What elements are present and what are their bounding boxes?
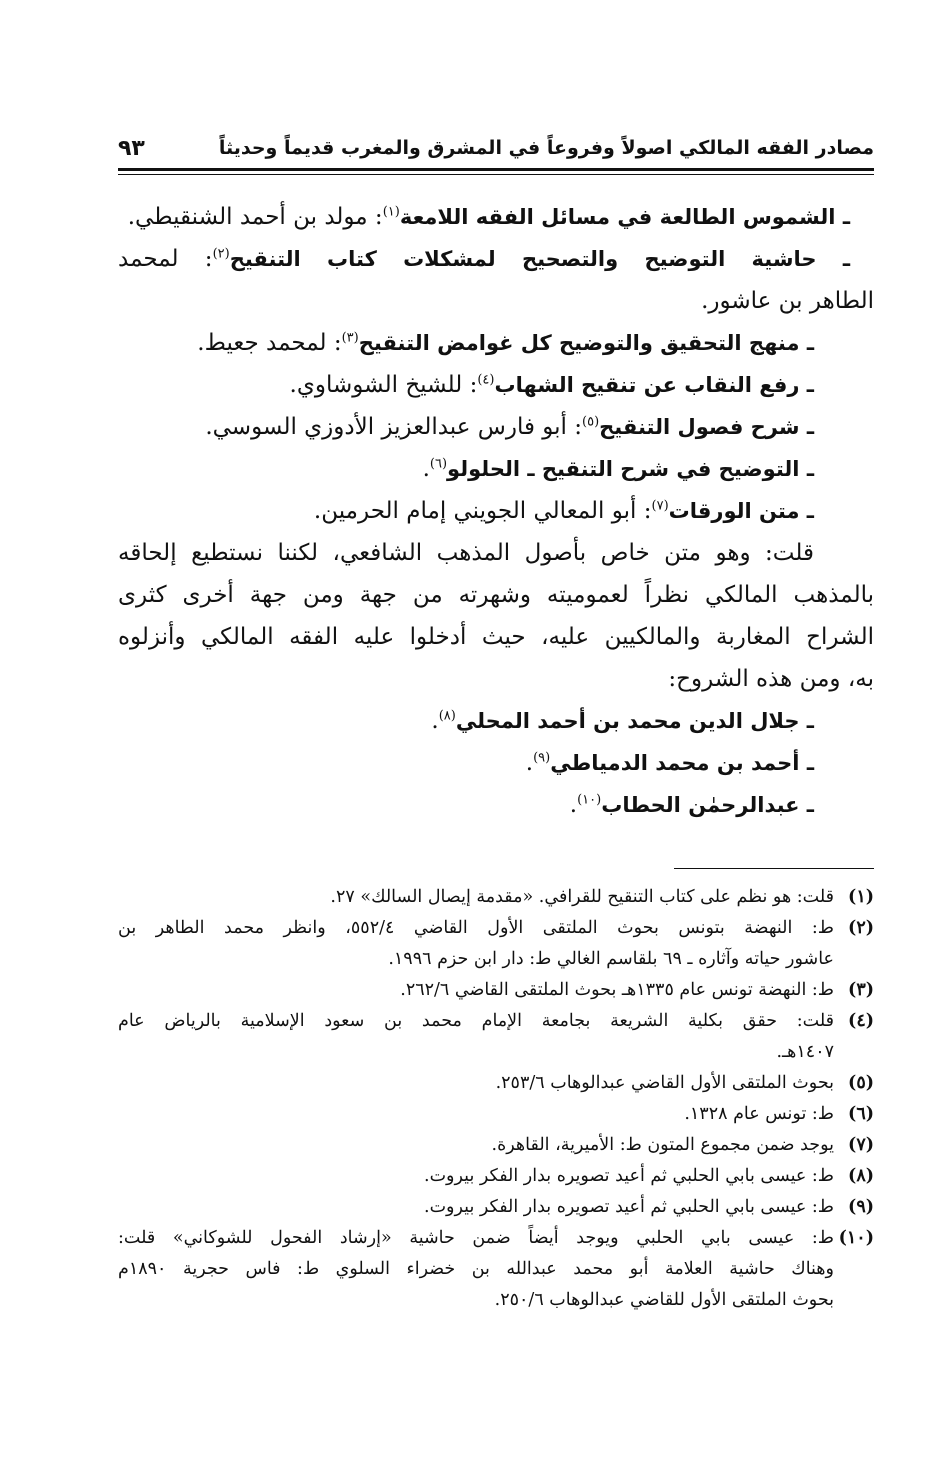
header-rule-thin <box>118 174 874 175</box>
book-author: أبو المعالي الجويني إمام الحرمين. <box>313 498 637 524</box>
page-header <box>118 128 874 168</box>
book-title: ـ متن الورقات <box>668 499 814 523</box>
footnote-number: (١٠) <box>838 1228 874 1248</box>
book-author: لمحمد <box>118 246 179 272</box>
paragraph-line: قلت: وهو متن خاص بأصول المذهب الشافعي، لكننا نستطيع إلحاقه <box>118 540 814 566</box>
footnote-text: قلت: هو نظم على كتاب التنقيح للقرافي. «مقدمة إيصال السالك» ٢٧. <box>330 887 834 907</box>
main-text <box>118 196 874 826</box>
footnote-number: (١) <box>848 887 874 907</box>
footnote-text: بحوث الملتقى الأول القاضي عبدالوهاب ٢٥٣/٦. <box>495 1073 834 1093</box>
footnote-text: وهناك حاشية العلامة أبو محمد عبدالله بن خضراء السلوي ط: فاس حجرية ١٨٩٠م <box>118 1259 834 1279</box>
footnote-number: (٦) <box>848 1104 874 1124</box>
footnote-number: (٥) <box>848 1073 874 1093</box>
footnote <box>118 1006 874 1068</box>
footnote <box>118 882 874 913</box>
footnote-number: (٣) <box>848 980 874 1000</box>
book-entry <box>118 196 874 238</box>
footnote-text: يوجد ضمن مجموع المتون ط: الأميرية، القاهرة. <box>491 1135 834 1155</box>
separator: : <box>566 414 583 440</box>
footnote-text: بحوث الملتقى الأول للقاضي عبدالوهاب ٢٥٠/٦. <box>494 1290 834 1310</box>
book-author: للشيخ الشوشاوي. <box>289 372 463 398</box>
footnote-ref: (١٠) <box>577 792 602 808</box>
footnote-text: ١٤٠٧هـ. <box>776 1042 834 1062</box>
footnote <box>118 1223 874 1316</box>
separator: : <box>636 498 652 524</box>
footnote <box>118 1192 874 1223</box>
separator: : <box>326 330 342 356</box>
page-number: ٩٣ <box>118 135 145 161</box>
footnote-number: (٩) <box>848 1197 874 1217</box>
footnote <box>118 1099 874 1130</box>
paragraph-line: به، ومن هذه الشروح: <box>668 666 874 692</box>
book-title: ـ الشموس الطالعة في مسائل الفقه اللامعة <box>399 205 850 229</box>
footnote-text: ط: النهضة بتونس بحوث الملتقى الأول القاضي ٥٥٢/٤، وانظر محمد الطاهر بن <box>118 918 834 938</box>
footnote <box>118 1130 874 1161</box>
footnote <box>118 913 874 975</box>
footnote-number: (٢) <box>848 918 874 938</box>
commentary-entry <box>118 784 874 826</box>
end-mark: . <box>431 708 439 734</box>
footnote-separator <box>674 868 874 869</box>
end-mark: . <box>127 204 136 230</box>
footnote-ref: (٤) <box>477 372 495 388</box>
footnote-number: (٤) <box>848 1011 874 1031</box>
footnote-ref: (٦) <box>429 456 448 472</box>
footnote-ref: (٥) <box>582 414 600 430</box>
footnote-ref: (١) <box>382 204 400 220</box>
footnote-ref: (٨) <box>438 708 456 724</box>
paragraph-line: الشراح المغاربة والمالكيين عليه، حيث أدخلوا عليه الفقه المالكي وأنزلوه <box>118 624 874 650</box>
end-mark: . <box>525 750 534 776</box>
book-entry <box>118 322 874 364</box>
footnote-number: (٨) <box>848 1166 874 1186</box>
footnote-ref: (٣) <box>341 330 359 346</box>
footnotes <box>118 882 874 1316</box>
book-entry <box>118 238 874 280</box>
footnote-ref: (٢) <box>212 246 230 262</box>
book-title: ـ التوضيح في شرح التنقيح ـ الحلولو <box>447 457 814 481</box>
paragraph-line: بالمذهب المالكي نظراً لعموميته وشهرته من جهة ومن جهة أخرى كثرى <box>118 582 874 608</box>
running-title: مصادر الفقه المالكي اصولاً وفروعاً في المشرق والمغرب قديماً وحديثاً <box>218 137 874 159</box>
footnote-text: عاشور حياته وآثاره ـ ٦٩ بلقاسم الغالي ط: دار ابن حزم ١٩٩٦. <box>388 949 834 969</box>
footnote-text: ط: عيسى بابي الحلبي ثم أعيد تصويره بدار الفكر بيروت. <box>424 1166 834 1186</box>
header-rule-thick <box>118 168 874 171</box>
footnote-text: ط: النهضة تونس عام ١٣٣٥هـ بحوث الملتقى القاضي ٢٦٢/٦. <box>400 980 834 1000</box>
commentator-name: ـ أحمد بن محمد الدمياطي <box>550 751 814 775</box>
footnote-ref: (٧) <box>651 498 669 514</box>
end-mark: . <box>569 792 578 818</box>
footnote-text: ط: عيسى بابي الحلبي ويوجد أيضاً ضمن حاشية «إرشاد الفحول للشوكاني» قلت: <box>118 1228 834 1248</box>
book-author: أبو فارس عبدالعزيز الأدوزي السوسي. <box>205 414 567 440</box>
commentator-name: ـ عبدالرحمٰن الحطاب <box>601 793 814 817</box>
footnote-text: قلت: حقق بكلية الشريعة بجامعة الإمام محمد بن سعود الإسلامية بالرياض عام <box>118 1011 834 1031</box>
book-entry <box>118 364 874 406</box>
book-title: ـ رفع النقاب عن تنقيح الشهاب <box>494 373 814 397</box>
footnote-text: ط: تونس عام ١٣٢٨. <box>684 1104 834 1124</box>
commentator-name: ـ جلال الدين محمد بن أحمد المحلي <box>455 709 814 733</box>
footnote <box>118 1068 874 1099</box>
footnote <box>118 975 874 1006</box>
footnote-ref: (٩) <box>533 750 551 766</box>
footnote-text: ط: عيسى بابي الحلبي ثم أعيد تصويره بدار الفكر بيروت. <box>424 1197 834 1217</box>
commentary-entry <box>118 700 874 742</box>
book-entry-continuation: الطاهر بن عاشور. <box>701 288 874 314</box>
book-title: ـ منهج التحقيق والتوضيح كل غوامض التنقيح <box>358 331 814 355</box>
separator: : <box>178 246 213 272</box>
separator: : <box>462 372 478 398</box>
book-author: لمحمد جعيط. <box>197 330 327 356</box>
book-entry <box>118 448 874 490</box>
end-mark: . <box>422 456 430 482</box>
commentary-entry <box>118 742 874 784</box>
footnote <box>118 1161 874 1192</box>
footnote-number: (٧) <box>848 1135 874 1155</box>
book-entry <box>118 406 874 448</box>
book-title: ـ حاشية التوضيح والتصحيح لمشكلات كتاب التنقيح <box>229 247 850 271</box>
book-entry <box>118 490 874 532</box>
separator: : <box>367 204 383 230</box>
book-author: مولد بن أحمد الشنقيطي <box>135 204 368 230</box>
book-title: ـ شرح فصول التنقيح <box>599 415 814 439</box>
